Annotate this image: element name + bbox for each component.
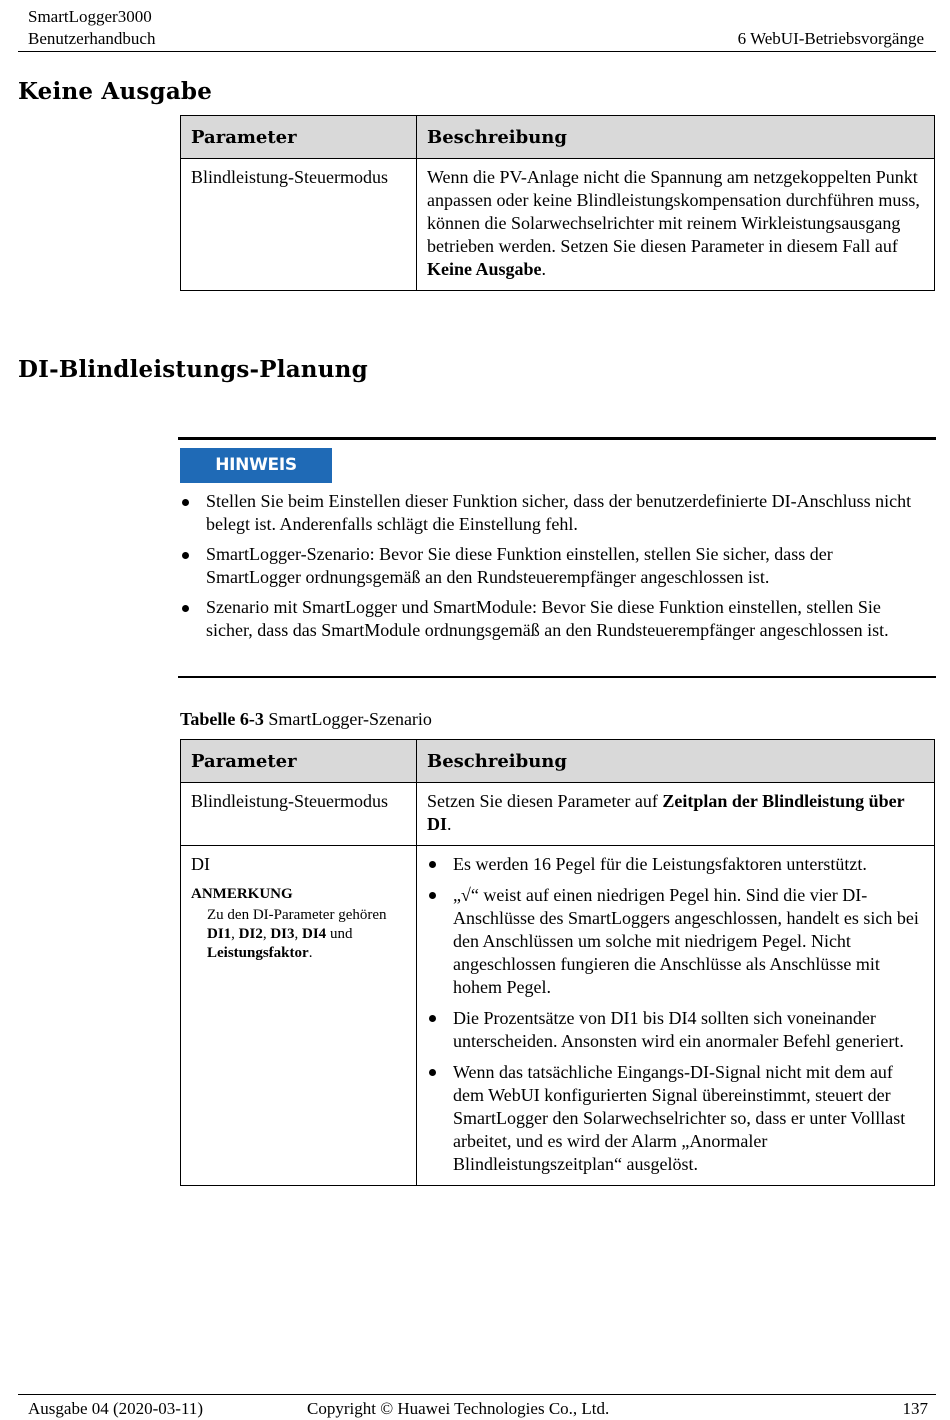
remark-term: DI3: [270, 926, 295, 942]
bullet-icon: [182, 605, 189, 612]
remark-text: .: [308, 945, 313, 961]
column-header-parameter: Parameter: [181, 740, 417, 783]
remark-term: DI4: [302, 926, 327, 942]
footer-copyright: Copyright © Huawei Technologies Co., Ltd.: [307, 1399, 610, 1418]
note-badge: HINWEIS: [180, 448, 332, 483]
desc-text: Wenn die PV-Anlage nicht die Spannung am netzgekoppelten Punkt anpassen oder keine Blindleistungskompensation durchführen muss, können die Solarwechselrichter mit reinem Wirkleistungsausgang betrieben werden. Setzen Sie diesen Parameter in diesem Fall auf: [427, 167, 920, 256]
table-caption: [180, 708, 432, 731]
param-cell-di: [181, 846, 417, 1186]
list-item: [180, 596, 925, 642]
header-chapter: 6 WebUI-Betriebsvorgänge: [737, 29, 924, 48]
list-item: [427, 1007, 924, 1053]
caption-text: SmartLogger-Szenario: [263, 709, 432, 729]
header-doc-type: Benutzerhandbuch: [28, 29, 156, 48]
table-row: [181, 846, 935, 1186]
note-top-rule: [178, 437, 936, 440]
remark-title: ANMERKUNG: [191, 886, 293, 902]
remark-term: DI1: [207, 926, 232, 942]
remark-text: Zu den DI-Parameter gehören: [207, 907, 387, 923]
item-text: „√“ weist auf einen niedrigen Pegel hin. Sind die vier DI-Anschlüsse des SmartLoggers angeschlossen, handelt es sich bei den Anschlüssen um solche mit niedrigem Pegel. Nicht angeschlossen fungieren die Anschlüsse als Anschlüsse mit hohem Pegel.: [453, 885, 919, 997]
list-item: [427, 884, 924, 999]
param-cell: Blindleistung-Steuermodus: [181, 159, 417, 291]
header-rule: [18, 51, 936, 52]
bullet-icon: [429, 1015, 436, 1022]
item-text: Es werden 16 Pegel für die Leistungsfaktoren unterstützt.: [453, 854, 867, 874]
bullet-icon: [429, 1069, 436, 1076]
column-header-parameter: Parameter: [181, 116, 417, 159]
bullet-icon: [429, 892, 436, 899]
note-list: [180, 490, 925, 649]
section-title-di-planung: DI-Blindleistungs-Planung: [18, 356, 368, 383]
description-cell: [417, 783, 935, 846]
remark-text: ,: [231, 926, 239, 942]
description-cell: [417, 159, 935, 291]
footer-page-number: 137: [902, 1399, 928, 1418]
desc-text: Setzen Sie diesen Parameter auf: [427, 791, 663, 811]
desc-text-end: .: [447, 814, 452, 834]
remark-text: ,: [262, 926, 271, 942]
param-cell: Blindleistung-Steuermodus: [181, 783, 417, 846]
table-row: [181, 783, 935, 846]
parameter-table-smartlogger-szenario: [180, 739, 935, 1186]
column-header-beschreibung: Beschreibung: [417, 116, 935, 159]
desc-text-end: .: [541, 259, 547, 279]
footer-rule: [18, 1394, 936, 1395]
bullet-icon: [429, 861, 436, 868]
remark-text: und: [326, 926, 353, 942]
list-item: [427, 853, 924, 876]
note-bottom-rule: [178, 676, 936, 678]
page-header-left: [28, 6, 155, 50]
remark-term: DI2: [238, 926, 263, 942]
bullet-icon: [182, 552, 189, 559]
remark-body: [191, 906, 406, 963]
table-header-row: [181, 116, 935, 159]
remark-text: ,: [294, 926, 303, 942]
param-name: DI: [191, 854, 210, 874]
remark-term: Leistungsfaktor: [207, 945, 309, 961]
item-text: Wenn das tatsächliche Eingangs-DI-Signal nicht mit dem auf dem WebUI konfigurierten Signal übereinstimmt, steuert der SmartLogger den Solarwechselrichter so, dass er unter Volllast arbeitet, und es wird der Alarm „Anormaler Blindleistungszeitplan“ ausgelöst.: [453, 1062, 906, 1174]
item-text: Die Prozentsätze von DI1 bis DI4 sollten sich voneinander unterscheiden. Ansonsten wird ein anormaler Befehl generiert.: [453, 1008, 904, 1051]
list-item: [427, 1061, 924, 1176]
footer-issue: Ausgabe 04 (2020-03-11): [28, 1399, 203, 1418]
parameter-table-keine-ausgabe: [180, 115, 935, 291]
column-header-beschreibung: Beschreibung: [417, 740, 935, 783]
header-product: SmartLogger3000: [28, 7, 152, 26]
list-item: [180, 490, 925, 536]
description-list: [427, 853, 924, 1176]
note-text: SmartLogger-Szenario: Bevor Sie diese Funktion einstellen, stellen Sie sicher, dass der SmartLogger ordnungsgemäß an den Rundsteuerempfänger angeschlossen ist.: [206, 544, 833, 587]
note-text: Stellen Sie beim Einstellen dieser Funktion sicher, dass der benutzerdefinierte DI-Anschluss nicht belegt ist. Anderenfalls schlägt die Einstellung fehl.: [206, 491, 912, 534]
desc-emphasis: Keine Ausgabe: [427, 259, 542, 279]
bullet-icon: [182, 499, 189, 506]
caption-number: Tabelle 6-3: [180, 709, 264, 729]
section-title-keine-ausgabe: Keine Ausgabe: [18, 78, 213, 105]
list-item: [180, 543, 925, 589]
desc-emphasis: Zeitplan der Blindleistung über DI: [427, 791, 905, 834]
table-header-row: [181, 740, 935, 783]
note-text: Szenario mit SmartLogger und SmartModule: Bevor Sie diese Funktion einstellen, stellen Sie sicher, dass das SmartModule ordnungsgemäß an den Rundsteuerempfänger angeschlossen ist.: [206, 597, 889, 640]
description-cell: [417, 846, 935, 1186]
table-row: [181, 159, 935, 291]
